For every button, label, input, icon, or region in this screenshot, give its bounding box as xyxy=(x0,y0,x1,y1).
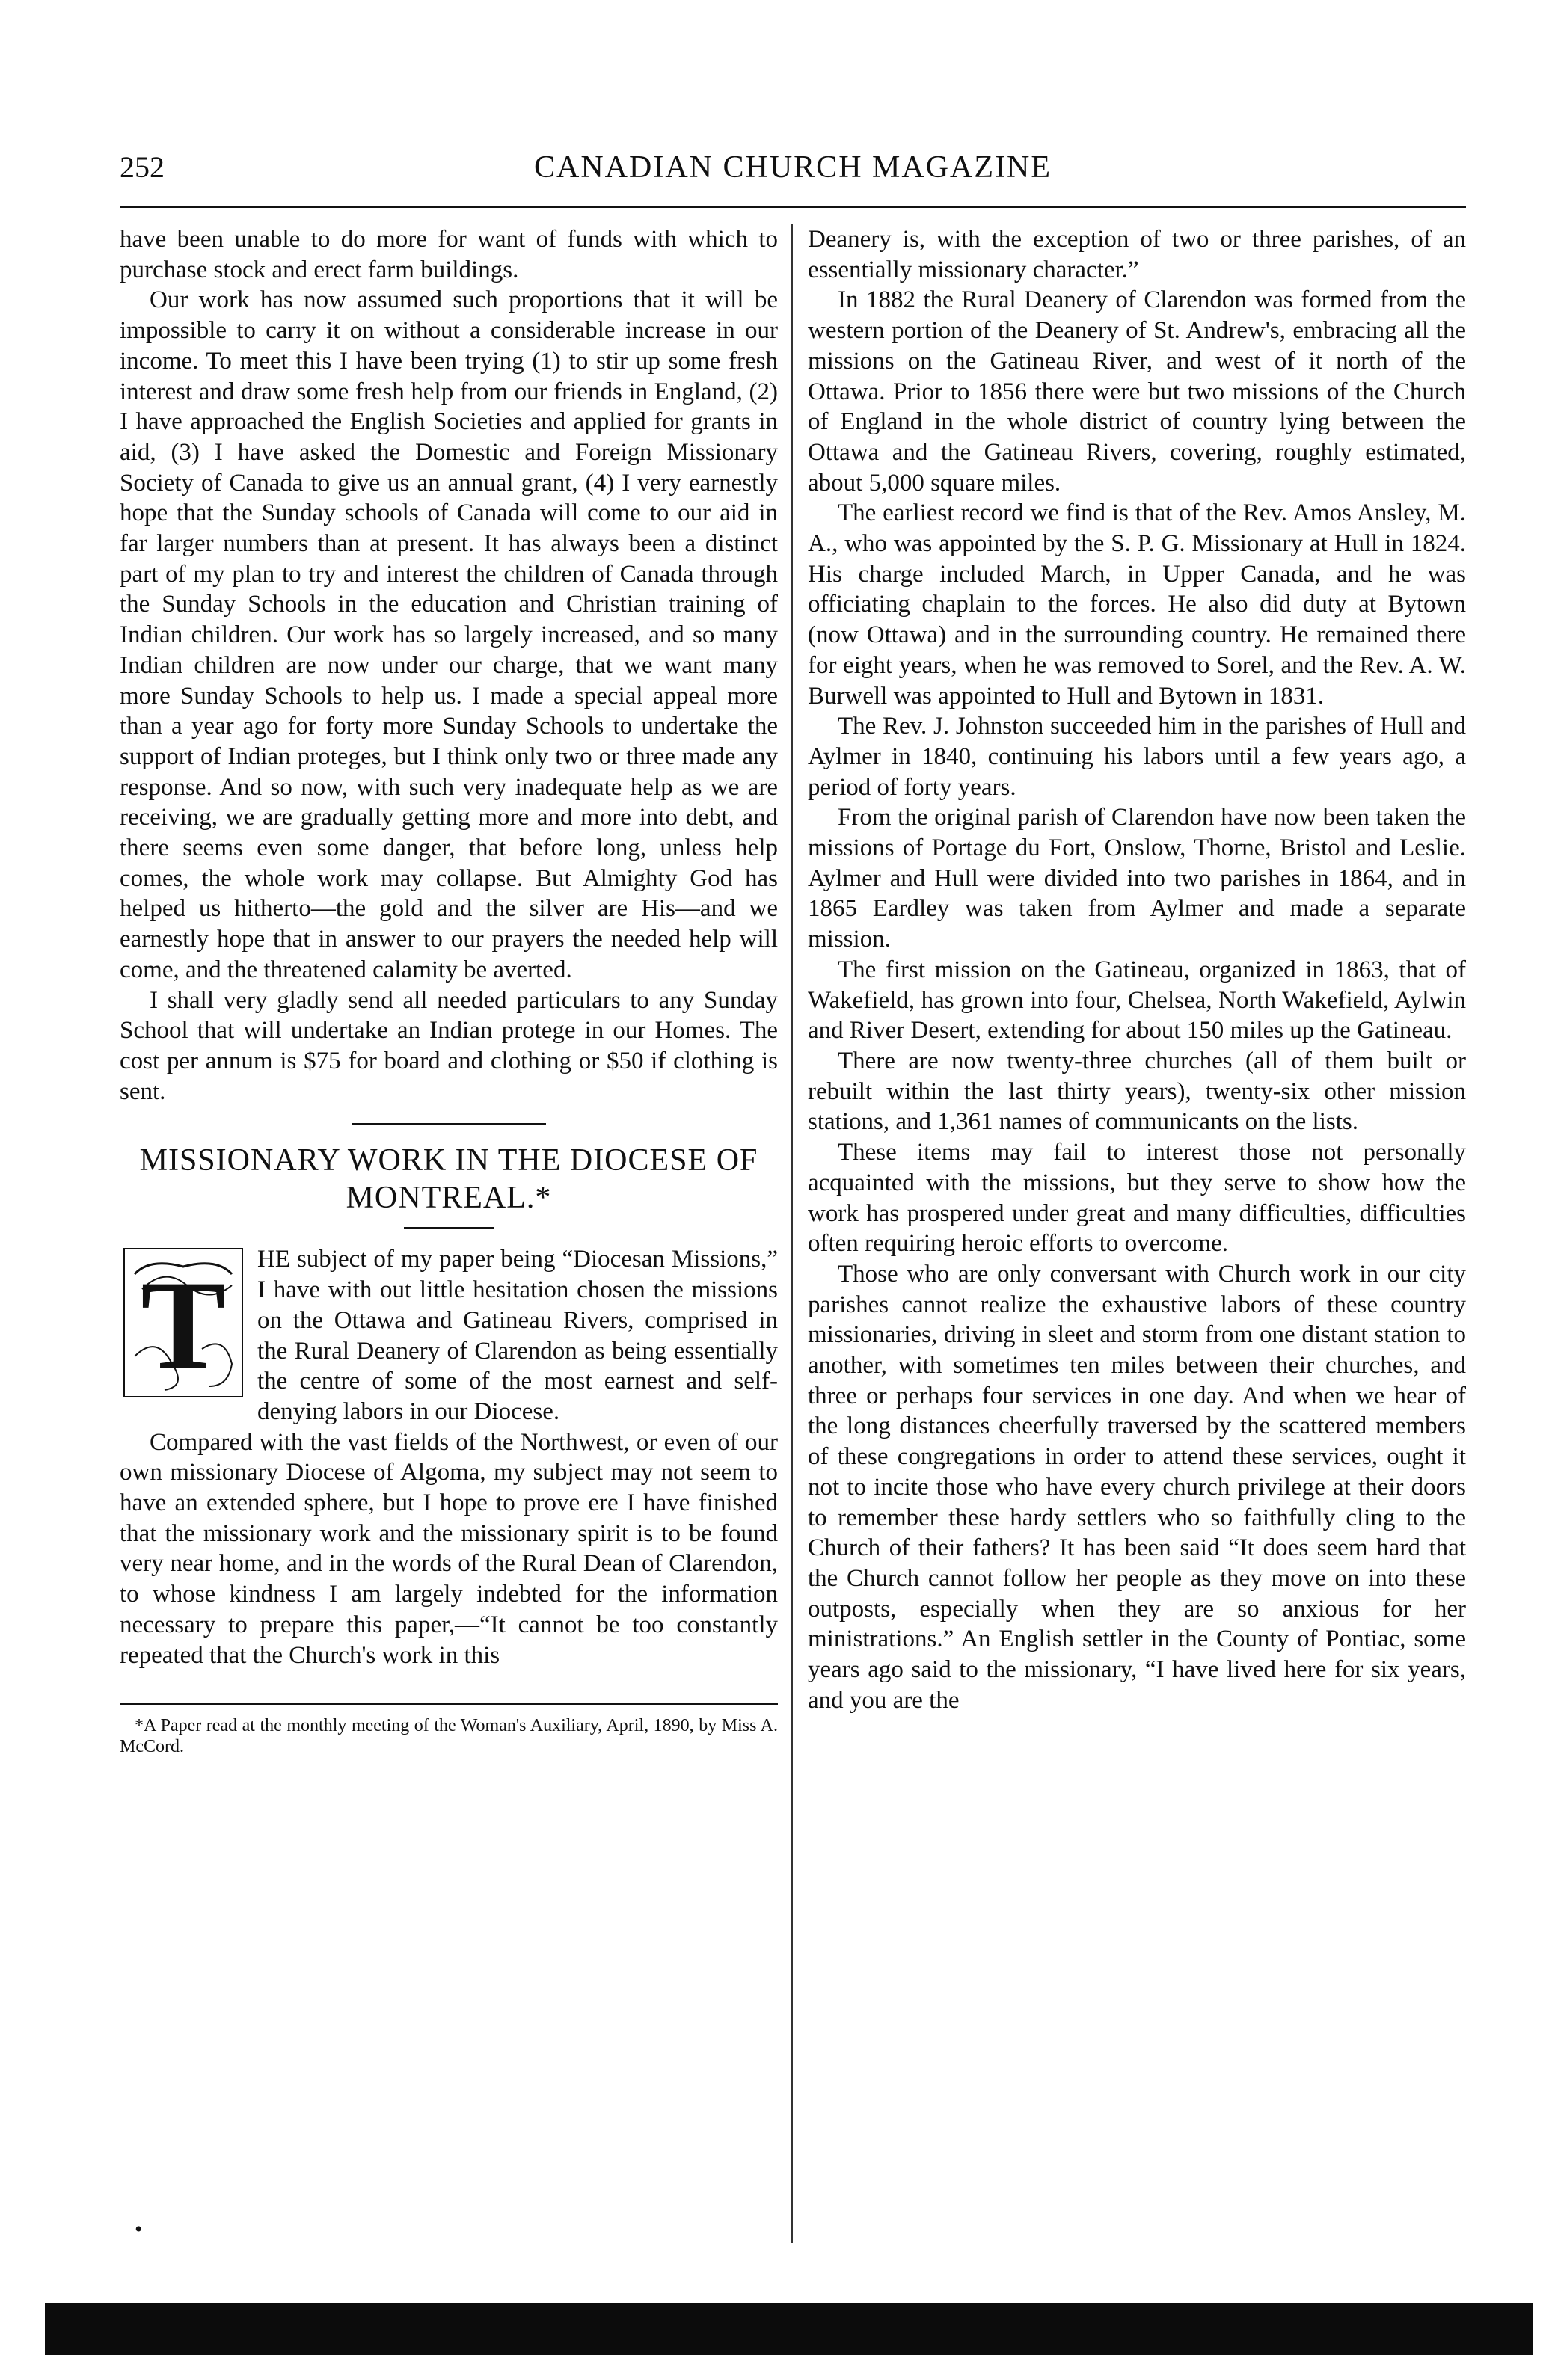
running-title: CANADIAN CHURCH MAGAZINE xyxy=(534,150,1052,185)
left-column xyxy=(120,224,778,1757)
right-paragraph-3: The earliest record we find is that of the Rev. Amos Ansley, M. A., who was appointed by the S. P. G. Missionary at Hull in 1824. His charge included March, in Upper Canada, and he was officiating chaplain to the forces. He also did duty at Bytown (now Ottawa) and in the surrounding country. He remained there for eight years, when he was removed to Sorel, and the Rev. A. W. Burwell was appointed to Hull and Bytown in 1831. xyxy=(808,499,1466,710)
stray-mark: • xyxy=(135,2217,143,2242)
footnote-rule xyxy=(120,1703,778,1705)
right-paragraph-7: There are now twenty-three churches (all of them built or rebuilt within the last thirty years), twenty-six other mission stations, and 1,361 names of communicants on the lists. xyxy=(808,1047,1466,1136)
right-paragraph-1: Deanery is, with the exception of two or three parishes, of an essentially missionary character.” xyxy=(808,226,1466,283)
right-paragraph-5: From the original parish of Clarendon have now been taken the missions of Portage du Fort, Onslow, Thorne, Bristol and Leslie. Aylmer and Hull were divided into two parishes in 1864, and in 1865 Eardley was taken from Aylmer and made a separate mission. xyxy=(808,804,1466,953)
section-heading: MISSIONARY WORK IN THE DIOCESE OF MONTREAL.* xyxy=(139,1143,758,1216)
right-paragraph-2: In 1882 the Rural Deanery of Clarendon was formed from the western portion of the Deanery of St. Andrew's, embracing all the missions on the Gatineau River, and west of it north of the Ottawa. Prior to 1856 there were but two missions of the Church of England in the whole district of country lying between the Ottawa and the Gatineau Rivers, covering, roughly estimated, about 5,000 square miles. xyxy=(808,286,1466,496)
heading-underline xyxy=(404,1227,494,1229)
left-paragraph-4: HE subject of my paper being “Diocesan Missions,” I have with out little hesitation chosen the missions on the Ottawa and Gatineau Rivers, comprised in the Rural Deanery of Clarendon as being essentially the centre of some of the most earnest and self-denying labors in our Diocese. xyxy=(257,1246,778,1425)
right-column xyxy=(808,224,1466,1715)
left-paragraph-1: have been unable to do more for want of funds with which to purchase stock and erect farm buildings. xyxy=(120,226,778,283)
right-paragraph-9: Those who are only conversant with Church work in our city parishes cannot realize the exhaustive labors of these country missionaries, driving in sleet and storm from one distant station to another, with sometimes ten miles between their churches, and three or perhaps four services in one day. And when we hear of the long distances cheerfully traversed by the scattered members of these congregations in order to attend these services, ought it not to incite those who have every church privilege at their doors to remember these hardy settlers who so faithfully cling to the Church of their fathers? It has been said “It does seem hard that the Church cannot follow her people as they move on into these outposts, especially when they are so anxious for her ministrations.” An English settler in the County of Pontiac, some years ago said to the missionary, “I have lived here for six years, and you are the xyxy=(808,1260,1466,1714)
section-separator xyxy=(352,1123,546,1125)
page-number: 252 xyxy=(120,150,165,184)
ornamental-dropcap-icon xyxy=(120,1244,247,1401)
header-rule xyxy=(120,206,1466,208)
left-paragraph-5: Compared with the vast fields of the Northwest, or even of our own missionary Diocese of Algoma, my subject may not seem to have an extended sphere, but I hope to prove ere I have finished that the missionary work and the missionary spirit is to be found very near home, and in the words of the Rural Dean of Clarendon, to whose kindness I am largely indebted for the information necessary to prepare this paper,—“It cannot be too constantly repeated that the Church's work in this xyxy=(120,1428,778,1669)
dropcap-letter: T xyxy=(141,1255,226,1396)
left-paragraph-2: Our work has now assumed such proportions that it will be impossible to carry it on without a considerable increase in our income. To meet this I have been trying (1) to stir up some fresh interest and draw some fresh help from our friends in England, (2) I have approached the English Societies and applied for grants in aid, (3) I have asked the Domestic and Foreign Missionary Society of Canada to give us an annual grant, (4) I very earnestly hope that the Sunday schools of Canada will come to our aid in far larger numbers than at present. It has always been a distinct part of my plan to try and interest the children of Canada through the Sunday Schools in the education and Christian training of Indian children. Our work has so largely increased, and so many Indian children are now under our charge, that we want many more Sunday Schools to help us. I made a special appeal more than a year ago for forty more Sunday Schools to undertake the support of Indian proteges, but I think only two or three made any response. And so now, with such very inadequate help as we are receiving, we are gradually getting more and more into debt, and there seems even some danger, that before long, unless help comes, the whole work may collapse. But Almighty God has helped us hitherto—the gold and the silver are His—and we earnestly hope that in answer to our prayers the needed help will come, and the threatened calamity be averted. xyxy=(120,286,778,983)
scan-edge-bar xyxy=(45,2303,1533,2355)
page-header xyxy=(120,150,1466,202)
footnote: *A Paper read at the monthly meeting of the Woman's Auxiliary, April, 1890, by Miss A. McCord. xyxy=(120,1716,778,1757)
left-paragraph-3: I shall very gladly send all needed particulars to any Sunday School that will undertake an Indian protege in our Homes. The cost per annum is $75 for board and clothing or $50 if clothing is sent. xyxy=(120,986,778,1105)
right-paragraph-4: The Rev. J. Johnston succeeded him in the parishes of Hull and Aylmer in 1840, continuing his labors until a few years ago, a period of forty years. xyxy=(808,713,1466,801)
column-divider xyxy=(791,224,793,2243)
right-paragraph-6: The first mission on the Gatineau, organized in 1863, that of Wakefield, has grown into four, Chelsea, North Wakefield, Aylwin and River Desert, extending for about 150 miles up the Gatineau. xyxy=(808,956,1466,1045)
right-paragraph-8: These items may fail to interest those not personally acquainted with the missions, but they serve to show how the work has prospered under great and many difficulties, difficulties often requiring heroic efforts to overcome. xyxy=(808,1139,1466,1258)
